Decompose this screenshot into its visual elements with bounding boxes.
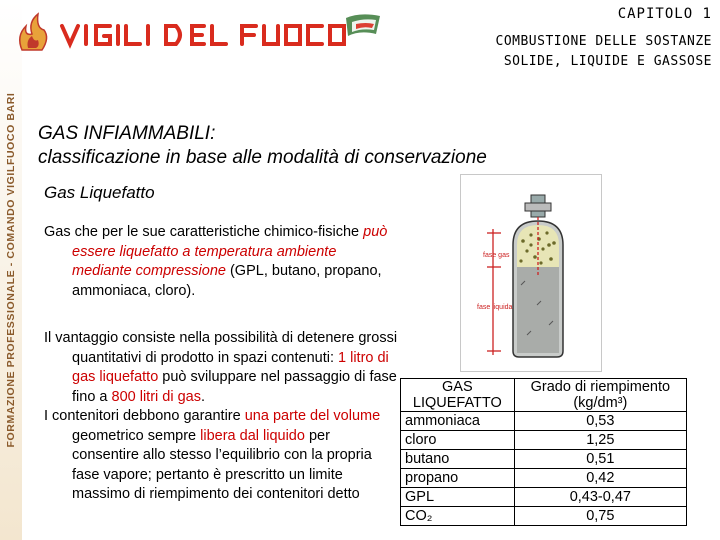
gas-cylinder-figure <box>460 174 602 372</box>
paragraph3-highlight-volume: una parte del volume <box>244 408 381 424</box>
paragraph2-highlight-liter: 1 litro di gas liquefatto <box>72 349 389 385</box>
table-cell-gas: cloro <box>401 431 515 450</box>
paragraph1-text-c: (GPL, butano, propano, ammoniaca, cloro). <box>72 263 382 299</box>
table-row <box>401 507 687 526</box>
figure-label-gas: fase gas <box>483 252 510 259</box>
side-band <box>0 0 22 540</box>
paragraph1-highlight: può essere liquefatto a temperatura ambiente mediante compressione <box>72 224 388 279</box>
slide-title-line1: GAS INFIAMMABILI: <box>38 123 216 144</box>
paragraph-advantage <box>44 329 400 505</box>
paragraph-definition <box>44 223 400 301</box>
table-row <box>401 469 687 488</box>
chapter-label: CAPITOLO 1 <box>617 6 712 22</box>
slide-title-line2: classificazione in base alle modalità di conservazione <box>38 147 487 168</box>
paragraph3-text-c: geometrico sempre <box>72 427 201 444</box>
paragraph1-text-a: Gas che per le sue caratteristiche chimico-fisiche <box>44 224 364 240</box>
table-cell-gas: butano <box>401 450 515 469</box>
table-header-row <box>401 379 687 412</box>
gas-cylinder-icon <box>461 175 601 371</box>
table-header-gas <box>401 379 515 412</box>
paragraph3-highlight-liquid: libera dal liquido <box>200 427 305 444</box>
side-band-text: FORMAZIONE PROFESSIONALE - COMANDO VIGILFUOCO BARI <box>5 92 17 448</box>
chapter-subtitle-line1: COMBUSTIONE DELLE SOSTANZE <box>495 34 712 49</box>
paragraph2-highlight-gas: 800 litri di gas <box>111 388 201 405</box>
table-header-filling-line1: Grado di riempimento <box>530 379 671 395</box>
paragraph3-text-e: per consentire allo stesso l’equilibrio con la propria fase vapore; pertanto è prescritto un limite massimo di riempimento dei contenitori detto <box>72 427 372 502</box>
table-cell-gas: CO₂ <box>401 507 515 526</box>
table-row <box>401 450 687 469</box>
paragraph2-text-c: può sviluppare nel passaggio di fase fino a <box>72 369 397 405</box>
table-cell-value: 0,51 <box>514 450 686 469</box>
paragraph3-text-a: I contenitori debbono garantire <box>44 408 245 424</box>
table-header-filling <box>514 379 686 412</box>
paragraph2-text-a: Il vantaggio consiste nella possibilità di detenere grossi quantitativi di prodotto in spazi contenuti: <box>44 330 398 366</box>
table-cell-value: 1,25 <box>514 431 686 450</box>
filling-degree-table <box>400 378 687 526</box>
figure-label-liquid: fase liquida <box>477 304 513 311</box>
table-cell-gas: propano <box>401 469 515 488</box>
table-header-gas-line2: LIQUEFATTO <box>412 395 502 411</box>
table-cell-value: 0,53 <box>514 412 686 431</box>
table-header-filling-line2: (kg/dm³) <box>573 395 628 411</box>
table-cell-value: 0,43-0,47 <box>514 488 686 507</box>
table-cell-gas: GPL <box>401 488 515 507</box>
slide-title <box>38 122 487 170</box>
section-heading: Gas Liquefatto <box>44 183 155 202</box>
chapter-subtitle-line2: SOLIDE, LIQUIDE E GASSOSE <box>503 54 712 69</box>
table-row <box>401 412 687 431</box>
chapter-subtitle <box>496 32 713 72</box>
table-cell-value: 0,75 <box>514 507 686 526</box>
table-header-gas-line1: GAS <box>442 379 473 395</box>
paragraph2-text-e: . <box>200 388 205 405</box>
table-row <box>401 431 687 450</box>
table-cell-gas: ammoniaca <box>401 412 515 431</box>
table-cell-value: 0,42 <box>514 469 686 488</box>
vigili-del-fuoco-logo <box>14 10 384 56</box>
table-row <box>401 488 687 507</box>
paragraph-containers <box>44 407 400 505</box>
logo-emblem-icon <box>14 10 384 56</box>
